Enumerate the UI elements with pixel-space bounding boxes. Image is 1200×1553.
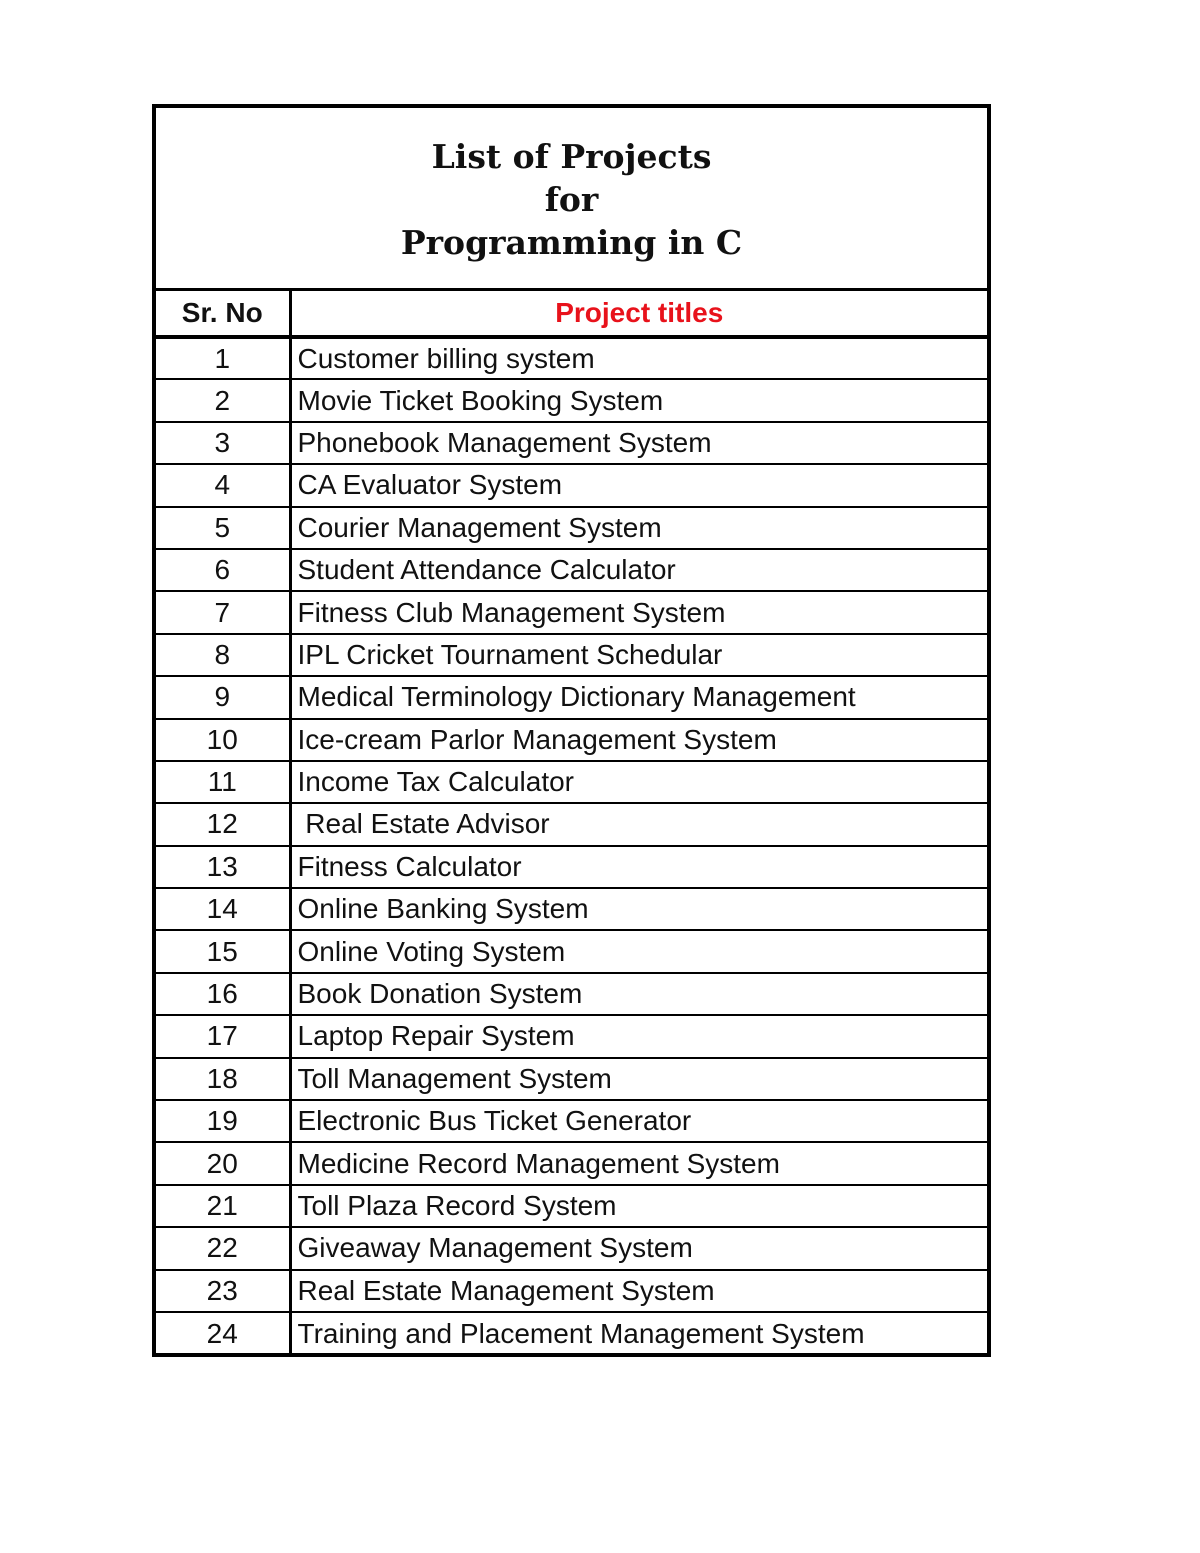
row-number: 6 bbox=[156, 549, 290, 591]
table-row bbox=[156, 634, 987, 676]
row-number: 18 bbox=[156, 1058, 290, 1100]
table-header-row bbox=[156, 291, 987, 337]
row-number: 4 bbox=[156, 464, 290, 506]
project-title: Electronic Bus Ticket Generator bbox=[290, 1100, 987, 1142]
project-title: Phonebook Management System bbox=[290, 422, 987, 464]
row-number: 2 bbox=[156, 379, 290, 421]
row-number: 13 bbox=[156, 846, 290, 888]
table-row bbox=[156, 676, 987, 718]
title-line-3: Programming in C bbox=[400, 222, 743, 262]
row-number: 17 bbox=[156, 1015, 290, 1057]
project-title: Training and Placement Management System bbox=[297, 1317, 865, 1349]
table-row bbox=[156, 1058, 987, 1100]
row-number: 5 bbox=[156, 507, 290, 549]
table-row bbox=[156, 888, 987, 930]
row-number: 24 bbox=[156, 1312, 290, 1354]
table-row bbox=[156, 761, 987, 803]
table-row bbox=[156, 719, 987, 761]
row-number: 19 bbox=[156, 1100, 290, 1142]
table-row bbox=[156, 930, 987, 972]
table-row bbox=[156, 379, 987, 421]
table-row bbox=[156, 549, 987, 591]
table-row bbox=[156, 337, 987, 379]
project-title: Movie Ticket Booking System bbox=[290, 379, 987, 421]
table-row bbox=[156, 507, 987, 549]
table-row bbox=[156, 1227, 987, 1269]
table-row bbox=[156, 1270, 987, 1312]
project-title: Ice-cream Parlor Management System bbox=[290, 719, 987, 761]
project-title: CA Evaluator System bbox=[290, 464, 987, 506]
project-title: Fitness Club Management System bbox=[290, 591, 987, 633]
project-list-sheet bbox=[152, 104, 991, 1357]
project-title: Laptop Repair System bbox=[290, 1015, 987, 1057]
project-title: Online Voting System bbox=[290, 930, 987, 972]
table-row bbox=[156, 1100, 987, 1142]
table-row bbox=[156, 464, 987, 506]
row-number: 16 bbox=[156, 973, 290, 1015]
project-title: IPL Cricket Tournament Schedular bbox=[290, 634, 987, 676]
table-row bbox=[156, 422, 987, 464]
project-title: Fitness Calculator bbox=[290, 846, 987, 888]
project-title: Toll Plaza Record System bbox=[290, 1185, 987, 1227]
project-title: Medicine Record Management System bbox=[290, 1142, 987, 1184]
project-title: Toll Management System bbox=[290, 1058, 987, 1100]
header-sr-no: Sr. No bbox=[156, 291, 290, 337]
row-number: 20 bbox=[156, 1142, 290, 1184]
project-title: Income Tax Calculator bbox=[290, 761, 987, 803]
row-number: 8 bbox=[156, 634, 290, 676]
table-row bbox=[156, 803, 987, 845]
project-title: Book Donation System bbox=[290, 973, 987, 1015]
projects-table bbox=[156, 291, 987, 1354]
table-row bbox=[156, 1015, 987, 1057]
project-title: Real Estate Management System bbox=[290, 1270, 987, 1312]
project-title: Courier Management System bbox=[290, 507, 987, 549]
table-row bbox=[156, 846, 987, 888]
title-line-1: List of Projects bbox=[431, 136, 712, 176]
project-title: Online Banking System bbox=[290, 888, 987, 930]
table-row bbox=[156, 1142, 987, 1184]
table-row bbox=[156, 1185, 987, 1227]
row-number: 21 bbox=[156, 1185, 290, 1227]
row-number: 1 bbox=[156, 337, 290, 379]
row-number: 22 bbox=[156, 1227, 290, 1269]
row-number: 10 bbox=[156, 719, 290, 761]
project-title: Real Estate Advisor bbox=[290, 803, 987, 845]
table-row bbox=[156, 1312, 987, 1354]
row-number: 15 bbox=[156, 930, 290, 972]
header-project-titles: Project titles bbox=[290, 291, 987, 337]
row-number: 12 bbox=[156, 803, 290, 845]
row-number: 9 bbox=[156, 676, 290, 718]
row-number: 11 bbox=[156, 761, 290, 803]
table-row bbox=[156, 591, 987, 633]
row-number: 3 bbox=[156, 422, 290, 464]
table-row bbox=[156, 973, 987, 1015]
row-number: 14 bbox=[156, 888, 290, 930]
project-title: Medical Terminology Dictionary Management bbox=[290, 676, 987, 718]
project-title: Customer billing system bbox=[290, 337, 987, 379]
project-title: Student Attendance Calculator bbox=[290, 549, 987, 591]
title-line-2: for bbox=[544, 179, 599, 219]
row-number: 7 bbox=[156, 591, 290, 633]
row-number: 23 bbox=[156, 1270, 290, 1312]
project-title: Giveaway Management System bbox=[290, 1227, 987, 1269]
title-block bbox=[156, 108, 987, 291]
